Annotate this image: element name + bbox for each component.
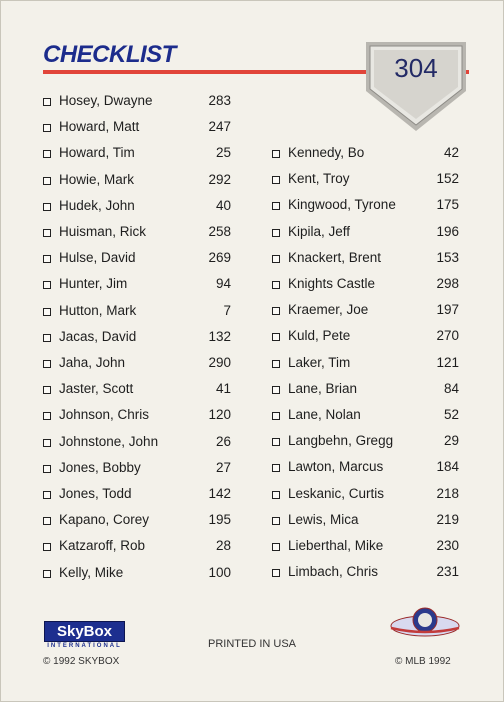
checkbox[interactable] [272, 255, 280, 263]
checkbox[interactable] [272, 543, 280, 551]
checkbox[interactable] [43, 334, 51, 342]
player-name: Huisman, Rick [59, 224, 147, 239]
card-number-cell: 42 [443, 145, 459, 160]
player-name: Lane, Nolan [288, 407, 361, 422]
skybox-logo-text: SkyBox [44, 621, 125, 642]
card-number-cell: 292 [208, 171, 231, 187]
checkbox[interactable] [272, 438, 280, 446]
card-number-cell: 230 [436, 538, 459, 553]
player-name: Knights Castle [288, 276, 376, 291]
checklist-row [43, 381, 231, 401]
player-name: Kelly, Mike [59, 564, 124, 580]
checklist-row [43, 93, 231, 113]
checkbox[interactable] [43, 570, 51, 578]
card-number-cell: 258 [208, 224, 231, 239]
checkbox[interactable] [43, 281, 51, 289]
checklist-row [43, 172, 231, 192]
checkbox[interactable] [272, 464, 280, 472]
player-name: Limbach, Chris [288, 564, 379, 580]
player-name: Lewis, Mica [288, 511, 359, 527]
checklist-row [43, 145, 231, 165]
card-number-cell: 196 [436, 223, 459, 239]
copyright-mlb: © MLB 1992 [395, 656, 451, 667]
card-number-cell: 26 [215, 433, 231, 449]
checkbox[interactable] [272, 307, 280, 315]
player-name: Kraemer, Joe [288, 302, 369, 318]
card-number-cell: 25 [215, 145, 231, 161]
checkbox[interactable] [272, 281, 280, 289]
checklist-row [43, 407, 231, 427]
checklist-row [43, 538, 231, 558]
checklist-row [272, 276, 459, 296]
checklist-row [43, 460, 231, 480]
checklist-row [272, 538, 459, 558]
checkbox[interactable] [272, 491, 280, 499]
card-number-cell: 195 [208, 512, 231, 528]
card-number-cell: 283 [208, 93, 231, 108]
card-number-cell: 231 [436, 564, 459, 580]
player-name: Howard, Tim [59, 145, 135, 161]
checkbox[interactable] [43, 150, 51, 158]
checkbox[interactable] [43, 203, 51, 211]
card-number-cell: 41 [215, 381, 231, 397]
player-name: Kuld, Pete [288, 328, 351, 344]
checklist-row [272, 250, 459, 270]
checklist-row [43, 486, 231, 506]
card-number-cell: 298 [436, 276, 459, 291]
checklist-row [272, 302, 459, 322]
checkbox[interactable] [43, 177, 51, 185]
player-name: Lieberthal, Mike [288, 538, 384, 553]
player-name: Katzaroff, Rob [59, 538, 146, 554]
checklist-row [272, 197, 459, 217]
player-name: Kipila, Jeff [288, 223, 351, 239]
card-number-cell: 247 [208, 119, 231, 135]
checklist-row [272, 224, 459, 244]
checklist-row [272, 407, 459, 427]
player-name: Leskanic, Curtis [288, 485, 385, 501]
card-number-cell: 40 [215, 197, 231, 213]
checklist-row [272, 145, 459, 165]
checkbox[interactable] [272, 176, 280, 184]
checkbox[interactable] [43, 98, 51, 106]
page-title: CHECKLIST [43, 41, 176, 68]
card-number-cell: 290 [208, 355, 231, 370]
player-name: Kennedy, Bo [288, 145, 365, 160]
card-number-cell: 28 [215, 538, 231, 554]
player-name: Kingwood, Tyrone [288, 197, 396, 213]
checklist-row [43, 276, 231, 296]
player-name: Langbehn, Gregg [288, 433, 394, 449]
player-name: Jacas, David [59, 328, 137, 344]
player-name: Jones, Todd [59, 486, 132, 501]
checkbox[interactable] [43, 229, 51, 237]
card-number-cell: 84 [443, 380, 459, 396]
checklist-row [272, 381, 459, 401]
checklist-row [43, 434, 231, 454]
card-number-cell: 120 [208, 407, 231, 423]
player-name: Jones, Bobby [59, 459, 141, 475]
card-number-cell: 29 [443, 433, 459, 449]
checkbox[interactable] [272, 202, 280, 210]
checkbox[interactable] [272, 229, 280, 237]
card-number: 304 [394, 53, 438, 83]
checklist-row [272, 171, 459, 191]
checklist-row [272, 564, 459, 584]
player-name: Howie, Mark [59, 171, 135, 187]
checkbox[interactable] [43, 412, 51, 420]
card-number-cell: 197 [436, 302, 459, 318]
checklist-row [272, 459, 459, 479]
checkbox[interactable] [43, 465, 51, 473]
card-number-cell: 153 [436, 249, 459, 265]
card-number-cell: 269 [208, 250, 231, 266]
player-name: Kent, Troy [288, 171, 350, 187]
player-name: Hunter, Jim [59, 276, 128, 292]
card-number-cell: 27 [215, 459, 231, 475]
checklist-row [43, 355, 231, 375]
checklist-row [43, 329, 231, 349]
checkbox[interactable] [272, 569, 280, 577]
checkbox[interactable] [272, 412, 280, 420]
card-number-cell: 132 [208, 328, 231, 344]
player-name: Laker, Tim [288, 354, 351, 370]
player-name: Hutton, Mark [59, 302, 137, 318]
printed-in-usa: PRINTED IN USA [208, 638, 297, 650]
player-name: Jaster, Scott [59, 381, 134, 397]
player-name: Howard, Matt [59, 119, 140, 135]
checkbox[interactable] [43, 360, 51, 368]
card-number-cell: 218 [436, 485, 459, 501]
checklist-row [272, 486, 459, 506]
card-number-cell: 175 [436, 197, 459, 213]
checkbox[interactable] [43, 308, 51, 316]
checklist-row [43, 119, 231, 139]
checklist-row [272, 433, 459, 453]
skybox-logo [44, 621, 125, 651]
card-number-cell: 142 [208, 486, 231, 501]
checkbox[interactable] [43, 439, 51, 447]
checkbox[interactable] [43, 543, 51, 551]
checklist-row [43, 565, 231, 585]
mlb-players-logo [389, 606, 461, 646]
player-name: Hulse, David [59, 250, 136, 266]
card-number-cell: 7 [223, 302, 231, 318]
checkbox[interactable] [43, 491, 51, 499]
player-name: Kapano, Corey [59, 512, 150, 528]
checkbox[interactable] [43, 124, 51, 132]
card-number-cell: 152 [436, 171, 459, 187]
checkbox[interactable] [43, 386, 51, 394]
player-name: Lawton, Marcus [288, 459, 384, 475]
card-number-cell: 270 [436, 328, 459, 344]
card-number-cell: 94 [215, 276, 231, 292]
checklist-row [43, 224, 231, 244]
checkbox[interactable] [272, 517, 280, 525]
checklist-row [43, 512, 231, 532]
checklist-row [43, 198, 231, 218]
card-number-cell: 184 [436, 459, 459, 475]
player-name: Jaha, John [59, 355, 126, 370]
card-number-cell: 52 [443, 407, 459, 422]
checkbox[interactable] [272, 386, 280, 394]
skybox-logo-subtext: INTERNATIONAL [47, 643, 122, 649]
checkbox[interactable] [43, 517, 51, 525]
player-name: Knackert, Brent [288, 249, 382, 265]
checklist-row [272, 512, 459, 532]
checkbox[interactable] [272, 360, 280, 368]
card-number-cell: 219 [436, 511, 459, 527]
checkbox[interactable] [43, 255, 51, 263]
checklist-row [43, 250, 231, 270]
player-name: Johnstone, John [59, 433, 159, 449]
card-number-cell: 100 [208, 564, 231, 580]
checklist-row [272, 328, 459, 348]
player-name: Hudek, John [59, 197, 135, 213]
player-name: Lane, Brian [288, 380, 358, 396]
player-name: Hosey, Dwayne [59, 93, 153, 108]
checklist-row [43, 303, 231, 323]
checkbox[interactable] [272, 333, 280, 341]
player-name: Johnson, Chris [59, 407, 150, 423]
copyright-skybox: © 1992 SKYBOX [43, 656, 120, 667]
checkbox[interactable] [272, 150, 280, 158]
checklist-row [272, 355, 459, 375]
card-number-cell: 121 [436, 354, 459, 370]
